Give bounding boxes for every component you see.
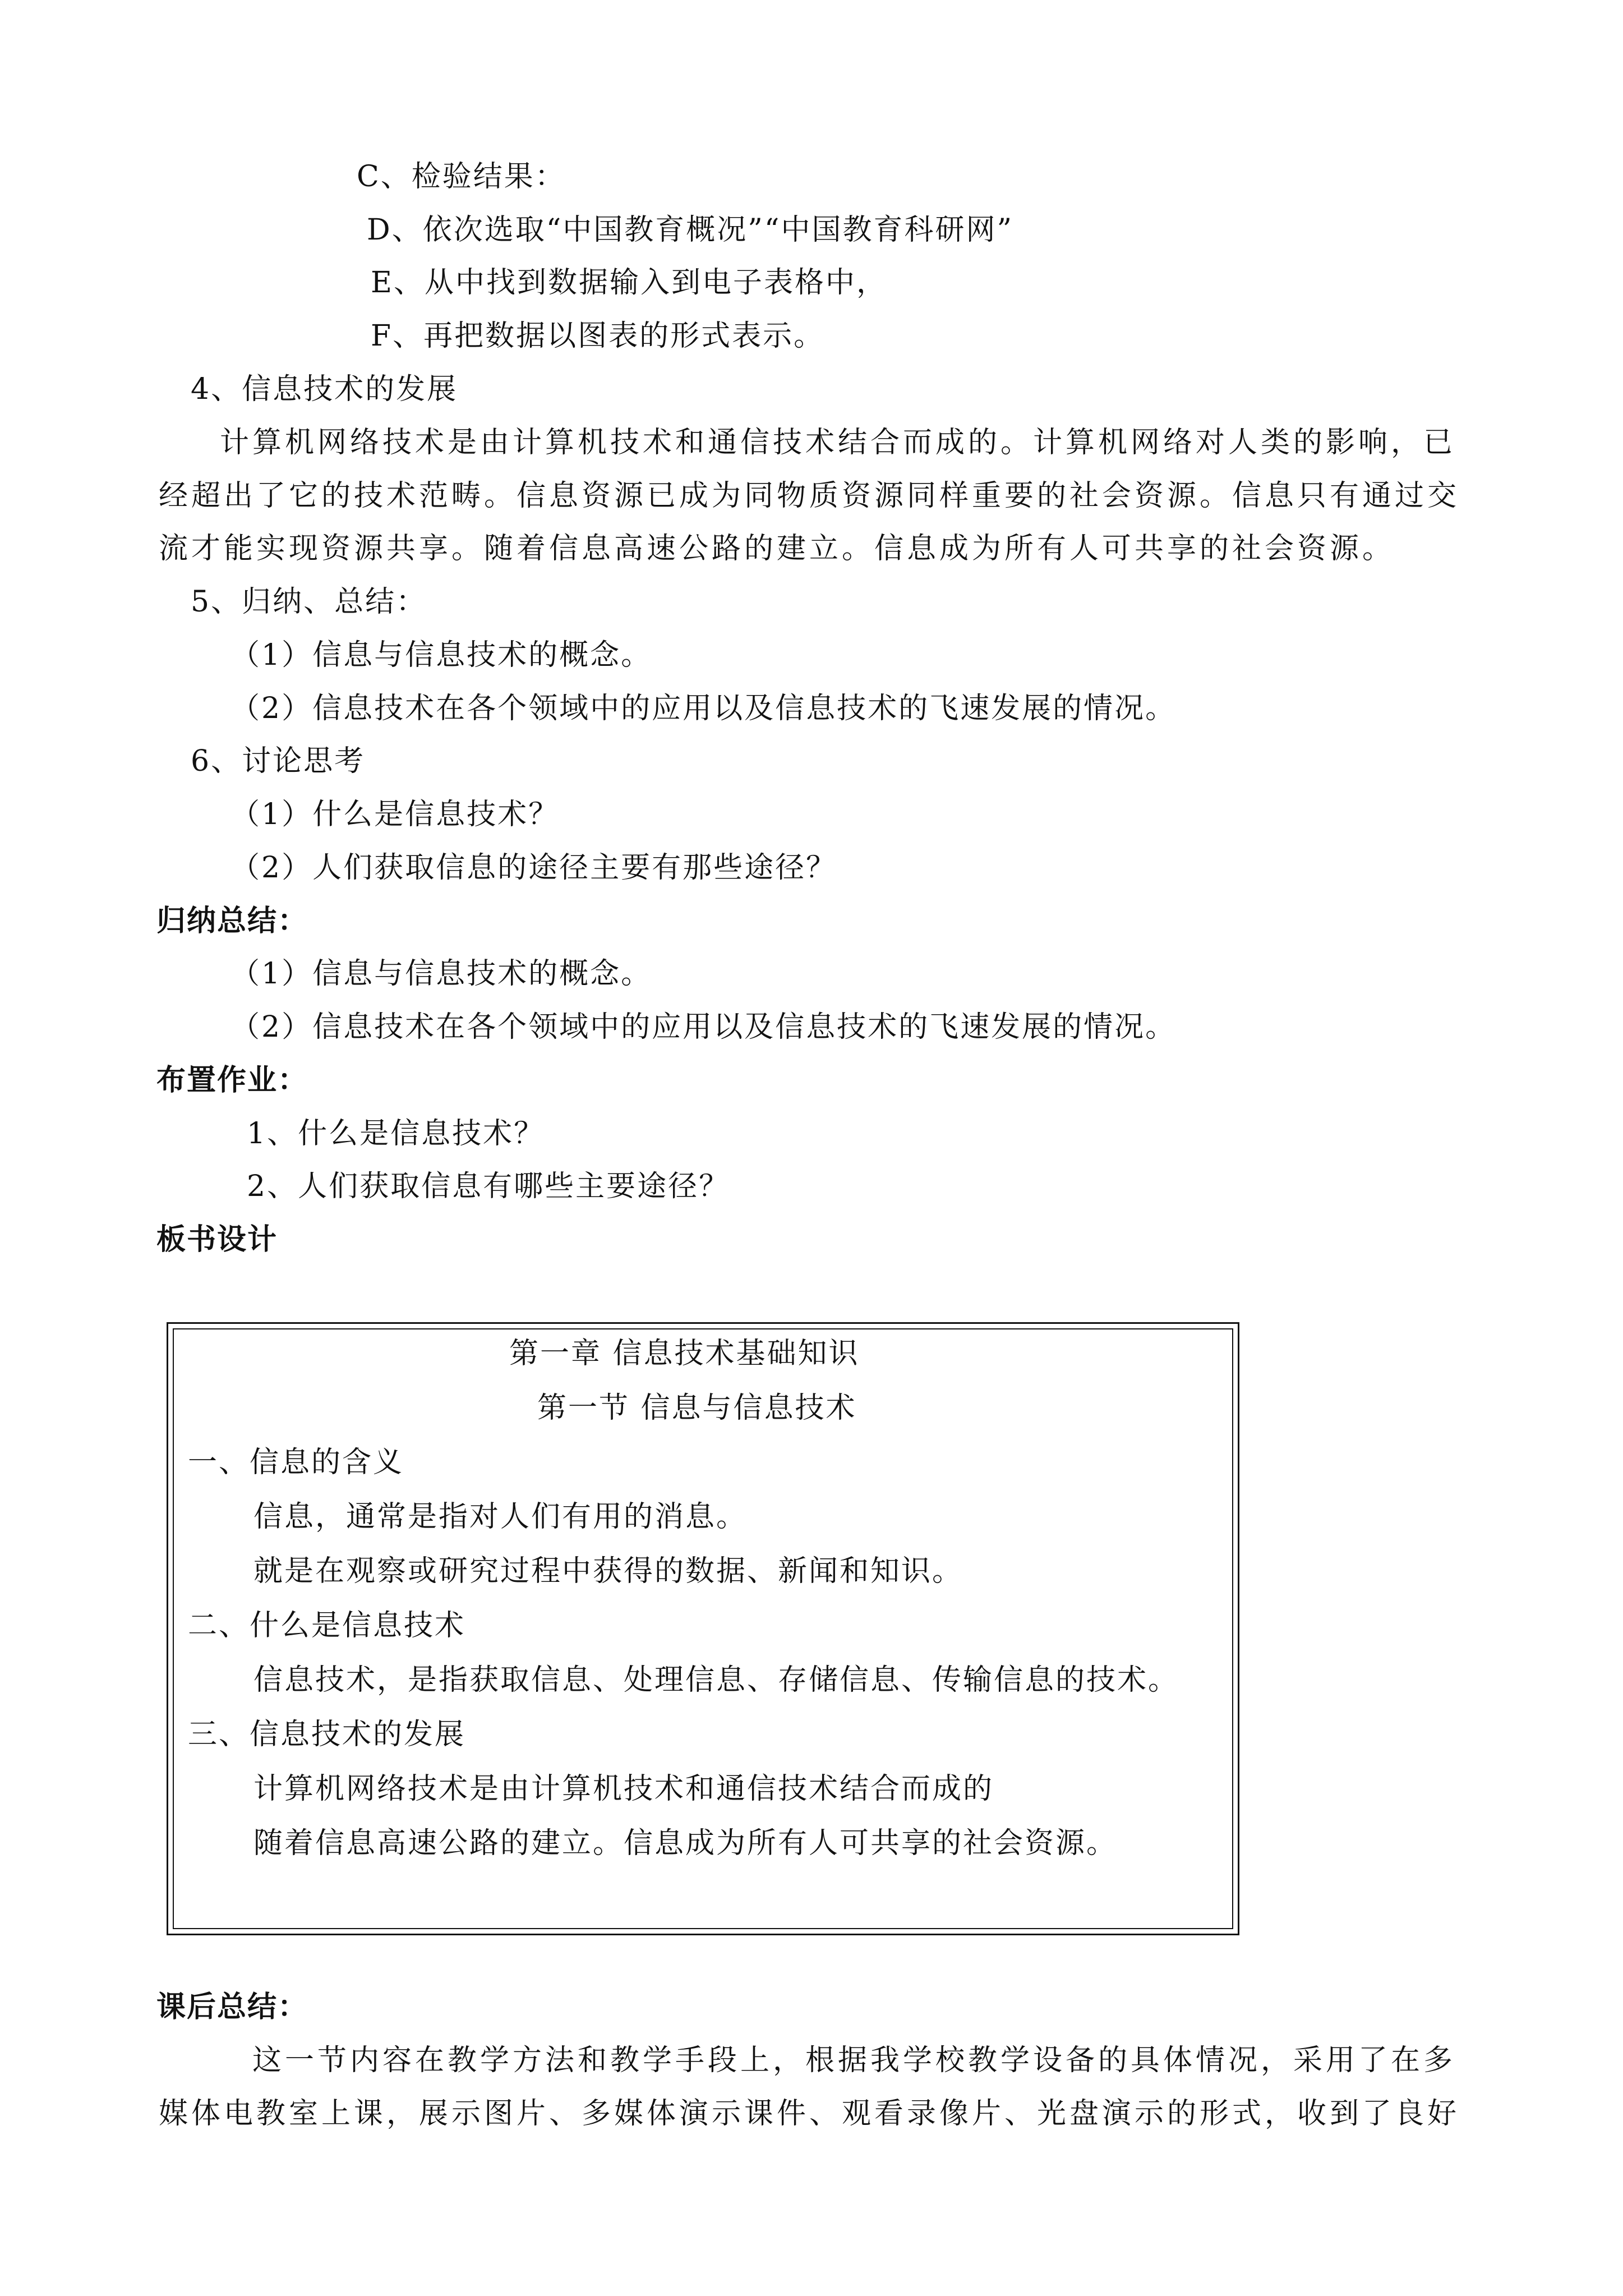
section5-item: （1）信息与信息技术的概念。: [230, 638, 652, 672]
reflection-paragraph-line: 媒体电教室上课，展示图片、多媒体演示课件、观看录像片、光盘演示的形式，收到了良好: [159, 2097, 1460, 2131]
board-part3-line: 计算机网络技术是由计算机技术和通信技术结合而成的: [253, 1772, 994, 1806]
board-section-title: 第一节 信息与信息技术: [537, 1391, 857, 1425]
homework-heading: 布置作业：: [156, 1064, 308, 1097]
step-e: E、从中找到数据输入到电子表格中，: [371, 266, 887, 300]
step-d: D、依次选取“中国教育概况”“中国教育科研网”: [367, 213, 1014, 247]
board-chapter-title: 第一章 信息技术基础知识: [509, 1337, 860, 1370]
section5-item: （2）信息技术在各个领域中的应用以及信息技术的飞速发展的情况。: [230, 692, 1177, 725]
summary-heading: 归纳总结：: [156, 904, 308, 938]
board-part1-line: 信息，通常是指对人们有用的消息。: [253, 1500, 748, 1534]
section6-item: （2）人们获取信息的途径主要有那些途径？: [230, 851, 837, 885]
section4-paragraph-line: 计算机网络技术是由计算机技术和通信技术结合而成的。计算机网络对人类的影响，已: [220, 426, 1456, 459]
summary-item: （2）信息技术在各个领域中的应用以及信息技术的飞速发展的情况。: [230, 1010, 1177, 1044]
board-part2-line: 信息技术，是指获取信息、处理信息、存储信息、传输信息的技术。: [253, 1663, 1179, 1697]
reflection-heading: 课后总结：: [156, 1990, 308, 2024]
reflection-paragraph-line: 这一节内容在教学方法和教学手段上，根据我学校教学设备的具体情况，采用了在多: [252, 2044, 1456, 2077]
homework-item: 1、什么是信息技术？: [247, 1117, 545, 1151]
board-part3-heading: 三、信息技术的发展: [188, 1718, 466, 1751]
board-heading: 板书设计: [156, 1223, 278, 1257]
summary-item: （1）信息与信息技术的概念。: [230, 957, 652, 991]
section4-paragraph-line: 流才能实现资源共享。随着信息高速公路的建立。信息成为所有人可共享的社会资源。: [159, 532, 1395, 565]
board-part2-heading: 二、什么是信息技术: [188, 1609, 466, 1642]
board-part1-heading: 一、信息的含义: [188, 1446, 404, 1479]
homework-item: 2、人们获取信息有哪些主要途径？: [247, 1170, 730, 1203]
section4-paragraph-line: 经超出了它的技术范畴。信息资源已成为同物质资源同样重要的社会资源。信息只有通过交: [159, 479, 1460, 513]
step-c: C、检验结果：: [357, 160, 566, 194]
board-part1-line: 就是在观察或研究过程中获得的数据、新闻和知识。: [253, 1554, 963, 1588]
step-f: F、再把数据以图表的形式表示。: [371, 319, 825, 353]
section6-heading: 6、讨论思考: [191, 744, 366, 778]
section4-heading: 4、信息技术的发展: [191, 372, 458, 406]
board-part3-line: 随着信息高速公路的建立。信息成为所有人可共享的社会资源。: [253, 1826, 1118, 1860]
section5-heading: 5、归纳、总结：: [191, 585, 427, 619]
section6-item: （1）什么是信息技术？: [230, 798, 560, 831]
